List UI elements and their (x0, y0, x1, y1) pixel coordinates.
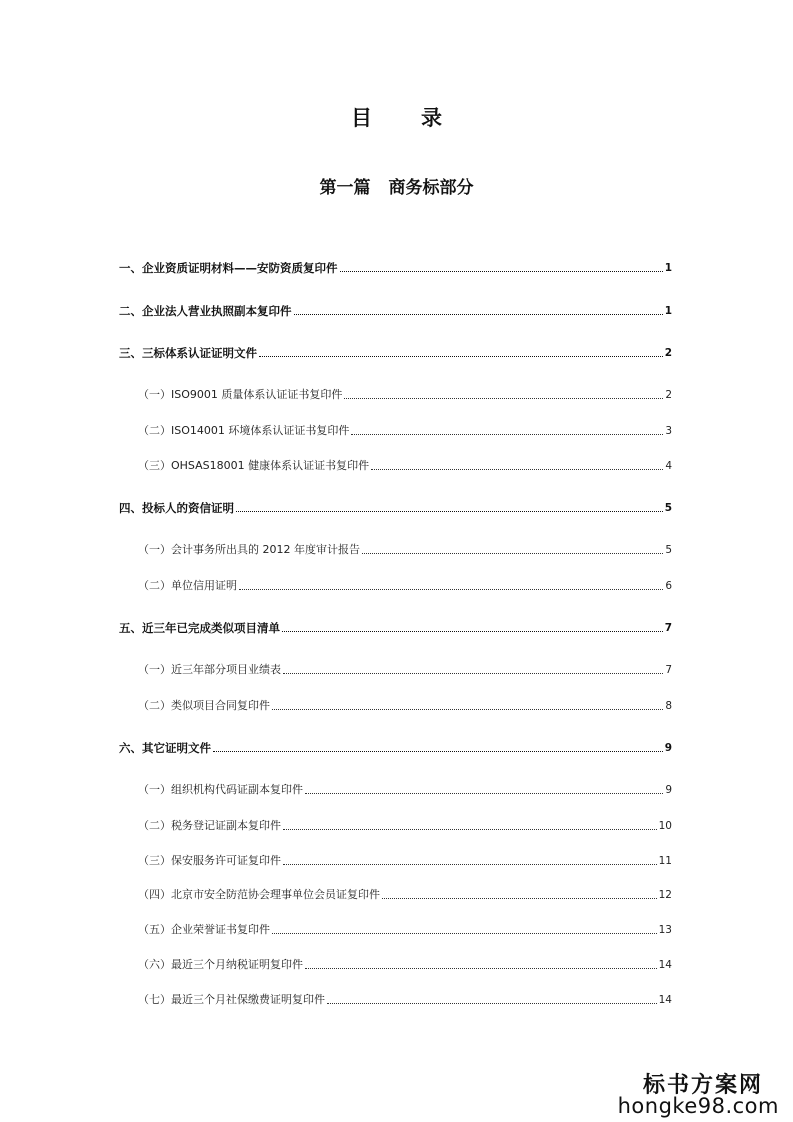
toc-entry[interactable] (138, 539, 672, 557)
toc-entry-text: （三）保安服务许可证复印件 (138, 854, 281, 867)
toc-page-number: 5 (664, 502, 672, 514)
toc-page-number: 3 (665, 425, 672, 437)
toc-leader-dots (272, 932, 657, 934)
toc-entry-text: 四、投标人的资信证明 (119, 501, 234, 515)
toc-entry[interactable] (138, 695, 672, 713)
toc-leader-dots (259, 355, 663, 357)
toc-entry[interactable] (138, 989, 672, 1007)
toc-leader-dots (282, 630, 663, 632)
toc-entry[interactable] (138, 384, 672, 402)
toc-leader-dots (382, 897, 657, 899)
page-title: 目 录 (351, 106, 456, 130)
toc-leader-dots (344, 397, 663, 399)
toc-entry-text: （一）组织机构代码证副本复印件 (138, 783, 303, 796)
toc-entry[interactable] (119, 737, 672, 755)
toc-leader-dots (213, 750, 663, 752)
section-name: 商务标部分 (388, 178, 474, 198)
toc-leader-dots (283, 863, 657, 865)
toc-entry[interactable] (119, 497, 672, 515)
toc-entry[interactable] (138, 779, 672, 797)
toc-page-number: 12 (658, 889, 672, 901)
toc-entry-text: （二）类似项目合同复印件 (138, 699, 270, 712)
toc-entry[interactable] (138, 455, 672, 473)
toc-entry[interactable] (138, 850, 672, 868)
toc-page-number: 7 (665, 664, 672, 676)
toc-entry[interactable] (138, 575, 672, 593)
toc-page-number: 8 (665, 700, 672, 712)
toc-entry[interactable] (138, 815, 672, 833)
toc-entry-text: （七）最近三个月社保缴费证明复印件 (138, 993, 325, 1006)
toc-entry-text: 六、其它证明文件 (119, 741, 211, 755)
toc-entry[interactable] (138, 420, 672, 438)
toc-page-number: 9 (665, 784, 672, 796)
toc-entry-text: （二）ISO14001 环境体系认证证书复印件 (138, 424, 350, 437)
toc-entry-text: （一）ISO9001 质量体系认证证书复印件 (138, 388, 343, 401)
toc-leader-dots (327, 1002, 657, 1004)
toc-page-number: 10 (658, 820, 672, 832)
toc-page-number: 9 (664, 742, 672, 754)
toc-leader-dots (351, 433, 663, 435)
toc-entry[interactable] (119, 300, 672, 318)
toc-entry[interactable] (138, 954, 672, 972)
toc-page-number: 7 (664, 622, 672, 634)
toc-leader-dots (340, 270, 663, 272)
section-number: 第一篇 (319, 178, 371, 198)
toc-entry[interactable] (138, 659, 672, 677)
toc-entry[interactable] (138, 884, 672, 902)
toc-leader-dots (305, 792, 663, 794)
toc-leader-dots (371, 468, 663, 470)
toc-leader-dots (362, 552, 663, 554)
toc-entry-text: （一）近三年部分项目业绩表 (138, 663, 281, 676)
toc-entry-text: 三、三标体系认证证明文件 (119, 346, 257, 360)
toc-page-number: 11 (658, 855, 672, 867)
toc-entry-text: （一）会计事务所出具的 2012 年度审计报告 (138, 543, 360, 556)
toc-page-number: 4 (665, 460, 672, 472)
toc-entry-text: 一、企业资质证明材料——安防资质复印件 (119, 261, 338, 275)
toc-entry[interactable] (119, 257, 672, 275)
toc-page-number: 1 (664, 305, 672, 317)
toc-leader-dots (236, 510, 663, 512)
toc-entry-text: 二、企业法人营业执照副本复印件 (119, 304, 292, 318)
toc-entry-text: （二）单位信用证明 (138, 579, 237, 592)
toc-entry-text: （六）最近三个月纳税证明复印件 (138, 958, 303, 971)
toc-entry-text: （五）企业荣誉证书复印件 (138, 923, 270, 936)
toc-page-number: 2 (665, 389, 672, 401)
watermark-logo-text: 标书方案网 (642, 1072, 763, 1098)
toc-entry-text: （四）北京市安全防范协会理事单位会员证复印件 (138, 888, 380, 901)
toc-page-number: 6 (665, 580, 672, 592)
toc-entry-text: （二）税务登记证副本复印件 (138, 819, 281, 832)
toc-leader-dots (305, 967, 657, 969)
toc-leader-dots (294, 313, 663, 315)
toc-leader-dots (283, 672, 663, 674)
toc-entry[interactable] (119, 617, 672, 635)
toc-page-number: 1 (664, 262, 672, 274)
toc-entry-text: （三）OHSAS18001 健康体系认证证书复印件 (138, 459, 370, 472)
toc-page-number: 13 (658, 924, 672, 936)
toc-page-number: 14 (658, 959, 672, 971)
toc-leader-dots (272, 708, 663, 710)
toc-page-number: 14 (658, 994, 672, 1006)
toc-page-number: 5 (665, 544, 672, 556)
toc-leader-dots (283, 828, 657, 830)
toc-entry[interactable] (138, 919, 672, 937)
toc-leader-dots (239, 588, 663, 590)
toc-entry[interactable] (119, 342, 672, 360)
toc-page-number: 2 (664, 347, 672, 359)
toc-entry-text: 五、近三年已完成类似项目清单 (119, 621, 280, 635)
watermark-url: hongke98.com (617, 1094, 779, 1118)
